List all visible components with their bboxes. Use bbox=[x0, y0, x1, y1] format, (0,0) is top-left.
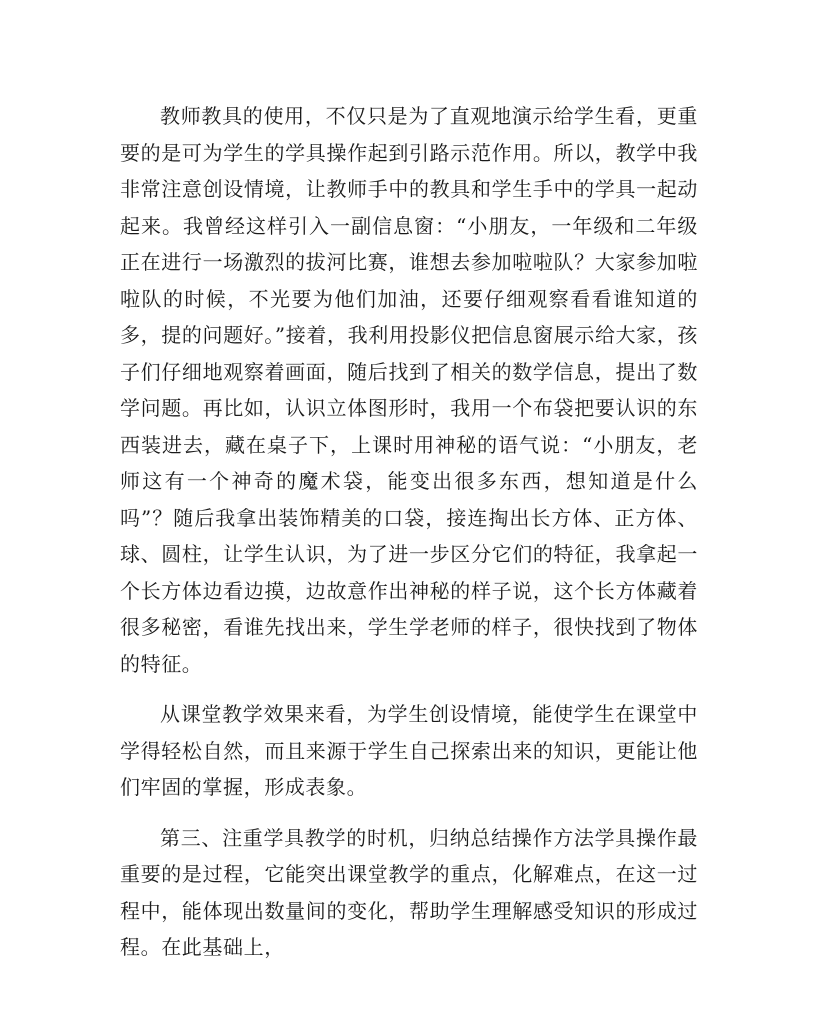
paragraph-teaching-effect: 从课堂教学效果来看，为学生创设情境，能使学生在课堂中学得轻松自然，而且来源于学生自己探索出来的知识，更能让他们牢固的掌握，形成表象。 bbox=[120, 702, 698, 799]
paragraph-teaching-aids: 教师教具的使用，不仅只是为了直观地演示给学生看，更重要的是可为学生的学具操作起到引路示范作用。所以，教学中我非常注意创设情境，让教师手中的教具和学生手中的学具一起动起来。我曾经这样引入一副信息窗：“小朋友，一年级和二年级正在进行一场激烈的拔河比赛，谁想去参加啦啦队？大家参加啦啦队的时候，不光要为他们加油，还要仔细观察看看谁知道的多，提的问题好。”接着，我利用投影仪把信息窗展示给大家，孩子们仔细地观察着画面，随后找到了相关的数学信息，提出了数学问题。再比如，认识立体图形时，我用一个布袋把要认识的东西装进去，藏在桌子下，上课时用神秘的语气说：“小朋友，老师这有一个神奇的魔术袋，能变出很多东西，想知道是什么吗”？随后我拿出装饰精美的口袋，接连掏出长方体、正方体、球、圆柱，让学生认识，为了进一步区分它们的特征，我拿起一个长方体边看边摸，边故意作出神秘的样子说，这个长方体藏着很多秘密，看谁先找出来，学生学老师的样子，很快找到了物体的特征。 bbox=[120, 104, 698, 676]
document-body bbox=[120, 98, 698, 980]
paragraph-third-point: 第三、注重学具教学的时机，归纳总结操作方法学具操作最重要的是过程，它能突出课堂教学的重点，化解难点，在这一过程中，能体现出数量间的变化，帮助学生理解感受知识的形成过程。在此基础上， bbox=[120, 825, 698, 959]
